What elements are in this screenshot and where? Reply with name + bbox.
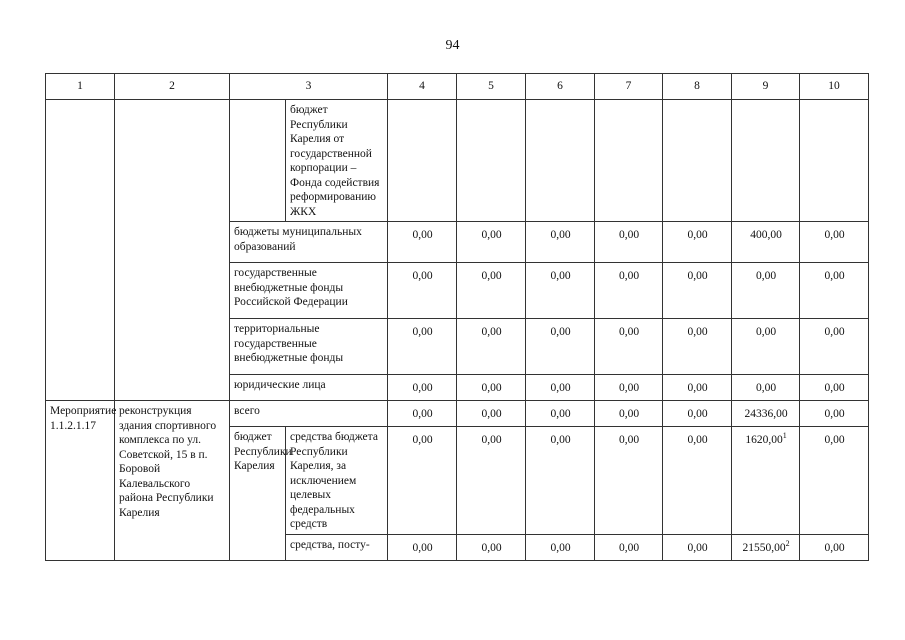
value-cell: 0,00 — [663, 263, 732, 319]
value-cell: 0,00 — [457, 401, 526, 427]
value-cell — [457, 100, 526, 222]
value-cell: 0,00 — [457, 222, 526, 263]
value-cell: 0,00 — [388, 534, 457, 560]
funding-source: средства, посту- — [286, 534, 388, 560]
total-label: всего — [230, 401, 388, 427]
column-header: 6 — [526, 74, 595, 100]
value-cell: 0,00 — [663, 427, 732, 535]
value-cell: 0,00 — [732, 263, 800, 319]
funding-source: бюджет Республики Карелия от государственной корпорации – Фонда содействия реформированию ЖКХ — [286, 100, 388, 222]
measure-code: Мероприятие 1.1.2.1.17 — [46, 401, 115, 561]
value-cell: 0,00 — [388, 375, 457, 401]
value-cell: 0,00 — [595, 427, 663, 535]
value-cell: 0,00 — [526, 534, 595, 560]
value-cell: 0,00 — [457, 534, 526, 560]
budget-table — [45, 73, 869, 561]
page-number: 94 — [445, 38, 460, 53]
value-cell: 0,00 — [663, 319, 732, 375]
funding-source: средства бюджета Республики Карелия, за исключением целевых федеральных средств — [286, 427, 388, 535]
value-cell: 0,00 — [663, 375, 732, 401]
value-cell-footnoted — [732, 427, 800, 535]
value-text: 21550,00 — [742, 541, 786, 554]
value-cell: 0,00 — [388, 263, 457, 319]
column-header: 1 — [46, 74, 115, 100]
value-cell — [732, 100, 800, 222]
value-cell: 0,00 — [800, 534, 869, 560]
value-cell: 0,00 — [526, 222, 595, 263]
column-header: 8 — [663, 74, 732, 100]
value-cell — [800, 100, 869, 222]
empty-cell — [230, 100, 286, 222]
value-cell: 0,00 — [732, 319, 800, 375]
value-cell: 0,00 — [526, 375, 595, 401]
column-header: 4 — [388, 74, 457, 100]
value-cell: 0,00 — [663, 222, 732, 263]
value-cell: 0,00 — [800, 427, 869, 535]
value-cell: 0,00 — [663, 401, 732, 427]
funding-source: государственные внебюджетные фонды Российской Федерации — [230, 263, 388, 319]
empty-cell — [46, 100, 115, 401]
value-cell: 0,00 — [595, 263, 663, 319]
measure-name: реконструкция здания спортивного комплекса по ул. Советской, 15 в п. Боровой Калевальского района Республики Карелия — [115, 401, 230, 561]
column-header: 7 — [595, 74, 663, 100]
value-cell: 0,00 — [388, 427, 457, 535]
column-header: 10 — [800, 74, 869, 100]
value-cell: 0,00 — [526, 319, 595, 375]
value-cell: 0,00 — [457, 427, 526, 535]
value-cell: 0,00 — [388, 401, 457, 427]
value-cell: 0,00 — [732, 375, 800, 401]
column-number-row — [46, 74, 869, 100]
budget-label: бюджет Республики Карелия — [230, 427, 286, 561]
value-cell: 0,00 — [388, 222, 457, 263]
value-cell: 0,00 — [526, 401, 595, 427]
value-cell: 0,00 — [595, 401, 663, 427]
value-cell: 0,00 — [457, 319, 526, 375]
funding-source: юридические лица — [230, 375, 388, 401]
footnote-mark: 2 — [785, 538, 790, 548]
value-cell: 0,00 — [526, 427, 595, 535]
table-row — [46, 401, 869, 427]
value-cell — [595, 100, 663, 222]
table-row — [46, 100, 869, 222]
value-cell: 0,00 — [595, 319, 663, 375]
value-cell: 0,00 — [800, 263, 869, 319]
value-cell: 0,00 — [800, 319, 869, 375]
column-header: 9 — [732, 74, 800, 100]
value-cell: 0,00 — [800, 222, 869, 263]
value-cell — [663, 100, 732, 222]
value-cell: 400,00 — [732, 222, 800, 263]
column-header: 5 — [457, 74, 526, 100]
value-cell-footnoted — [732, 534, 800, 560]
empty-cell — [115, 100, 230, 401]
value-cell: 0,00 — [595, 222, 663, 263]
value-cell — [526, 100, 595, 222]
value-cell: 0,00 — [800, 375, 869, 401]
column-header: 3 — [230, 74, 388, 100]
value-cell: 0,00 — [457, 263, 526, 319]
value-cell: 0,00 — [388, 319, 457, 375]
column-header: 2 — [115, 74, 230, 100]
funding-source: бюджеты муниципальных образований — [230, 222, 388, 263]
value-cell: 0,00 — [800, 401, 869, 427]
value-text: 1620,00 — [745, 434, 783, 446]
value-cell: 0,00 — [595, 375, 663, 401]
value-cell: 0,00 — [457, 375, 526, 401]
footnote-mark: 1 — [782, 431, 787, 441]
value-cell: 0,00 — [526, 263, 595, 319]
funding-source: территориальные государственные внебюджетные фонды — [230, 319, 388, 375]
value-cell: 0,00 — [663, 534, 732, 560]
value-cell: 24336,00 — [732, 401, 800, 427]
value-cell: 0,00 — [595, 534, 663, 560]
value-cell — [388, 100, 457, 222]
